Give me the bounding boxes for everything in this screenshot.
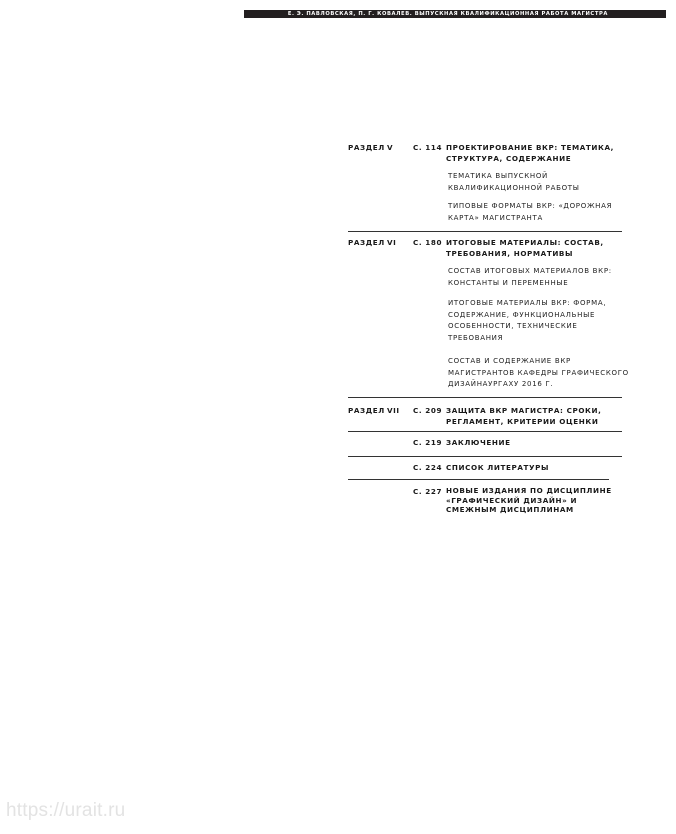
source-url[interactable]: https://urait.ru [6, 800, 126, 821]
section-title: ПРОЕКТИРОВАНИЕ ВКР: ТЕМАТИКА, СТРУКТУРА, СОДЕРЖАНИЕ [446, 143, 614, 163]
divider [348, 456, 622, 457]
page-reference: С. 114 [413, 143, 443, 152]
subitem-text: ИТОГОВЫЕ МАТЕРИАЛЫ ВКР: ФОРМА, СОДЕРЖАНИЕ, ФУНКЦИОНАЛЬНЫЕ ОСОБЕННОСТИ, ТЕХНИЧЕСКИЕ ТРЕБОВАНИЯ [448, 299, 607, 342]
divider [348, 479, 609, 480]
page-reference: С. 180 [413, 238, 443, 247]
subitem-text: ТЕМАТИКА ВЫПУСКНОЙ КВАЛИФИКАЦИОННОЙ РАБОТЫ [448, 172, 580, 192]
entry-title: СПИСОК ЛИТЕРАТУРЫ [446, 463, 550, 472]
divider [348, 431, 622, 432]
subitem-text: СОСТАВ ИТОГОВЫХ МАТЕРИАЛОВ ВКР: КОНСТАНТЫ И ПЕРЕМЕННЫЕ [448, 267, 612, 287]
subitem-text: ТИПОВЫЕ ФОРМАТЫ ВКР: «ДОРОЖНАЯ КАРТА» МАГИСТРАНТА [448, 202, 613, 222]
page-reference: С. 209 [413, 406, 443, 415]
section-title: ИТОГОВЫЕ МАТЕРИАЛЫ: СОСТАВ, ТРЕБОВАНИЯ, НОРМАТИВЫ [446, 238, 604, 258]
entry-title: НОВЫЕ ИЗДАНИЯ ПО ДИСЦИПЛИНЕ «ГРАФИЧЕСКИЙ ДИЗАЙН» И СМЕЖНЫМ ДИСЦИПЛИНАМ [446, 486, 612, 514]
section-number: V [387, 143, 394, 152]
page-reference: С. 219 [413, 438, 443, 447]
divider [348, 231, 622, 232]
section-number: VI [387, 238, 397, 247]
page-reference: С. 227 [413, 487, 443, 496]
page-reference: С. 224 [413, 463, 443, 472]
section-label: РАЗДЕЛ [348, 406, 385, 415]
section-label: РАЗДЕЛ [348, 238, 385, 247]
subitem-text: СОСТАВ И СОДЕРЖАНИЕ ВКР МАГИСТРАНТОВ КАФЕДРЫ ГРАФИЧЕСКОГО ДИЗАЙНАУРГАХУ 2016 Г. [448, 357, 629, 388]
divider [348, 397, 622, 398]
section-label: РАЗДЕЛ [348, 143, 385, 152]
running-header: Е. Э. ПАВЛОВСКАЯ, П. Г. КОВАЛЕВ. ВЫПУСКНАЯ КВАЛИФИКАЦИОННАЯ РАБОТА МАГИСТРА [244, 10, 666, 18]
entry-title: ЗАКЛЮЧЕНИЕ [446, 438, 511, 447]
section-title: ЗАЩИТА ВКР МАГИСТРА: СРОКИ, РЕГЛАМЕНТ, КРИТЕРИИ ОЦЕНКИ [446, 406, 602, 426]
section-number: VII [387, 406, 400, 415]
